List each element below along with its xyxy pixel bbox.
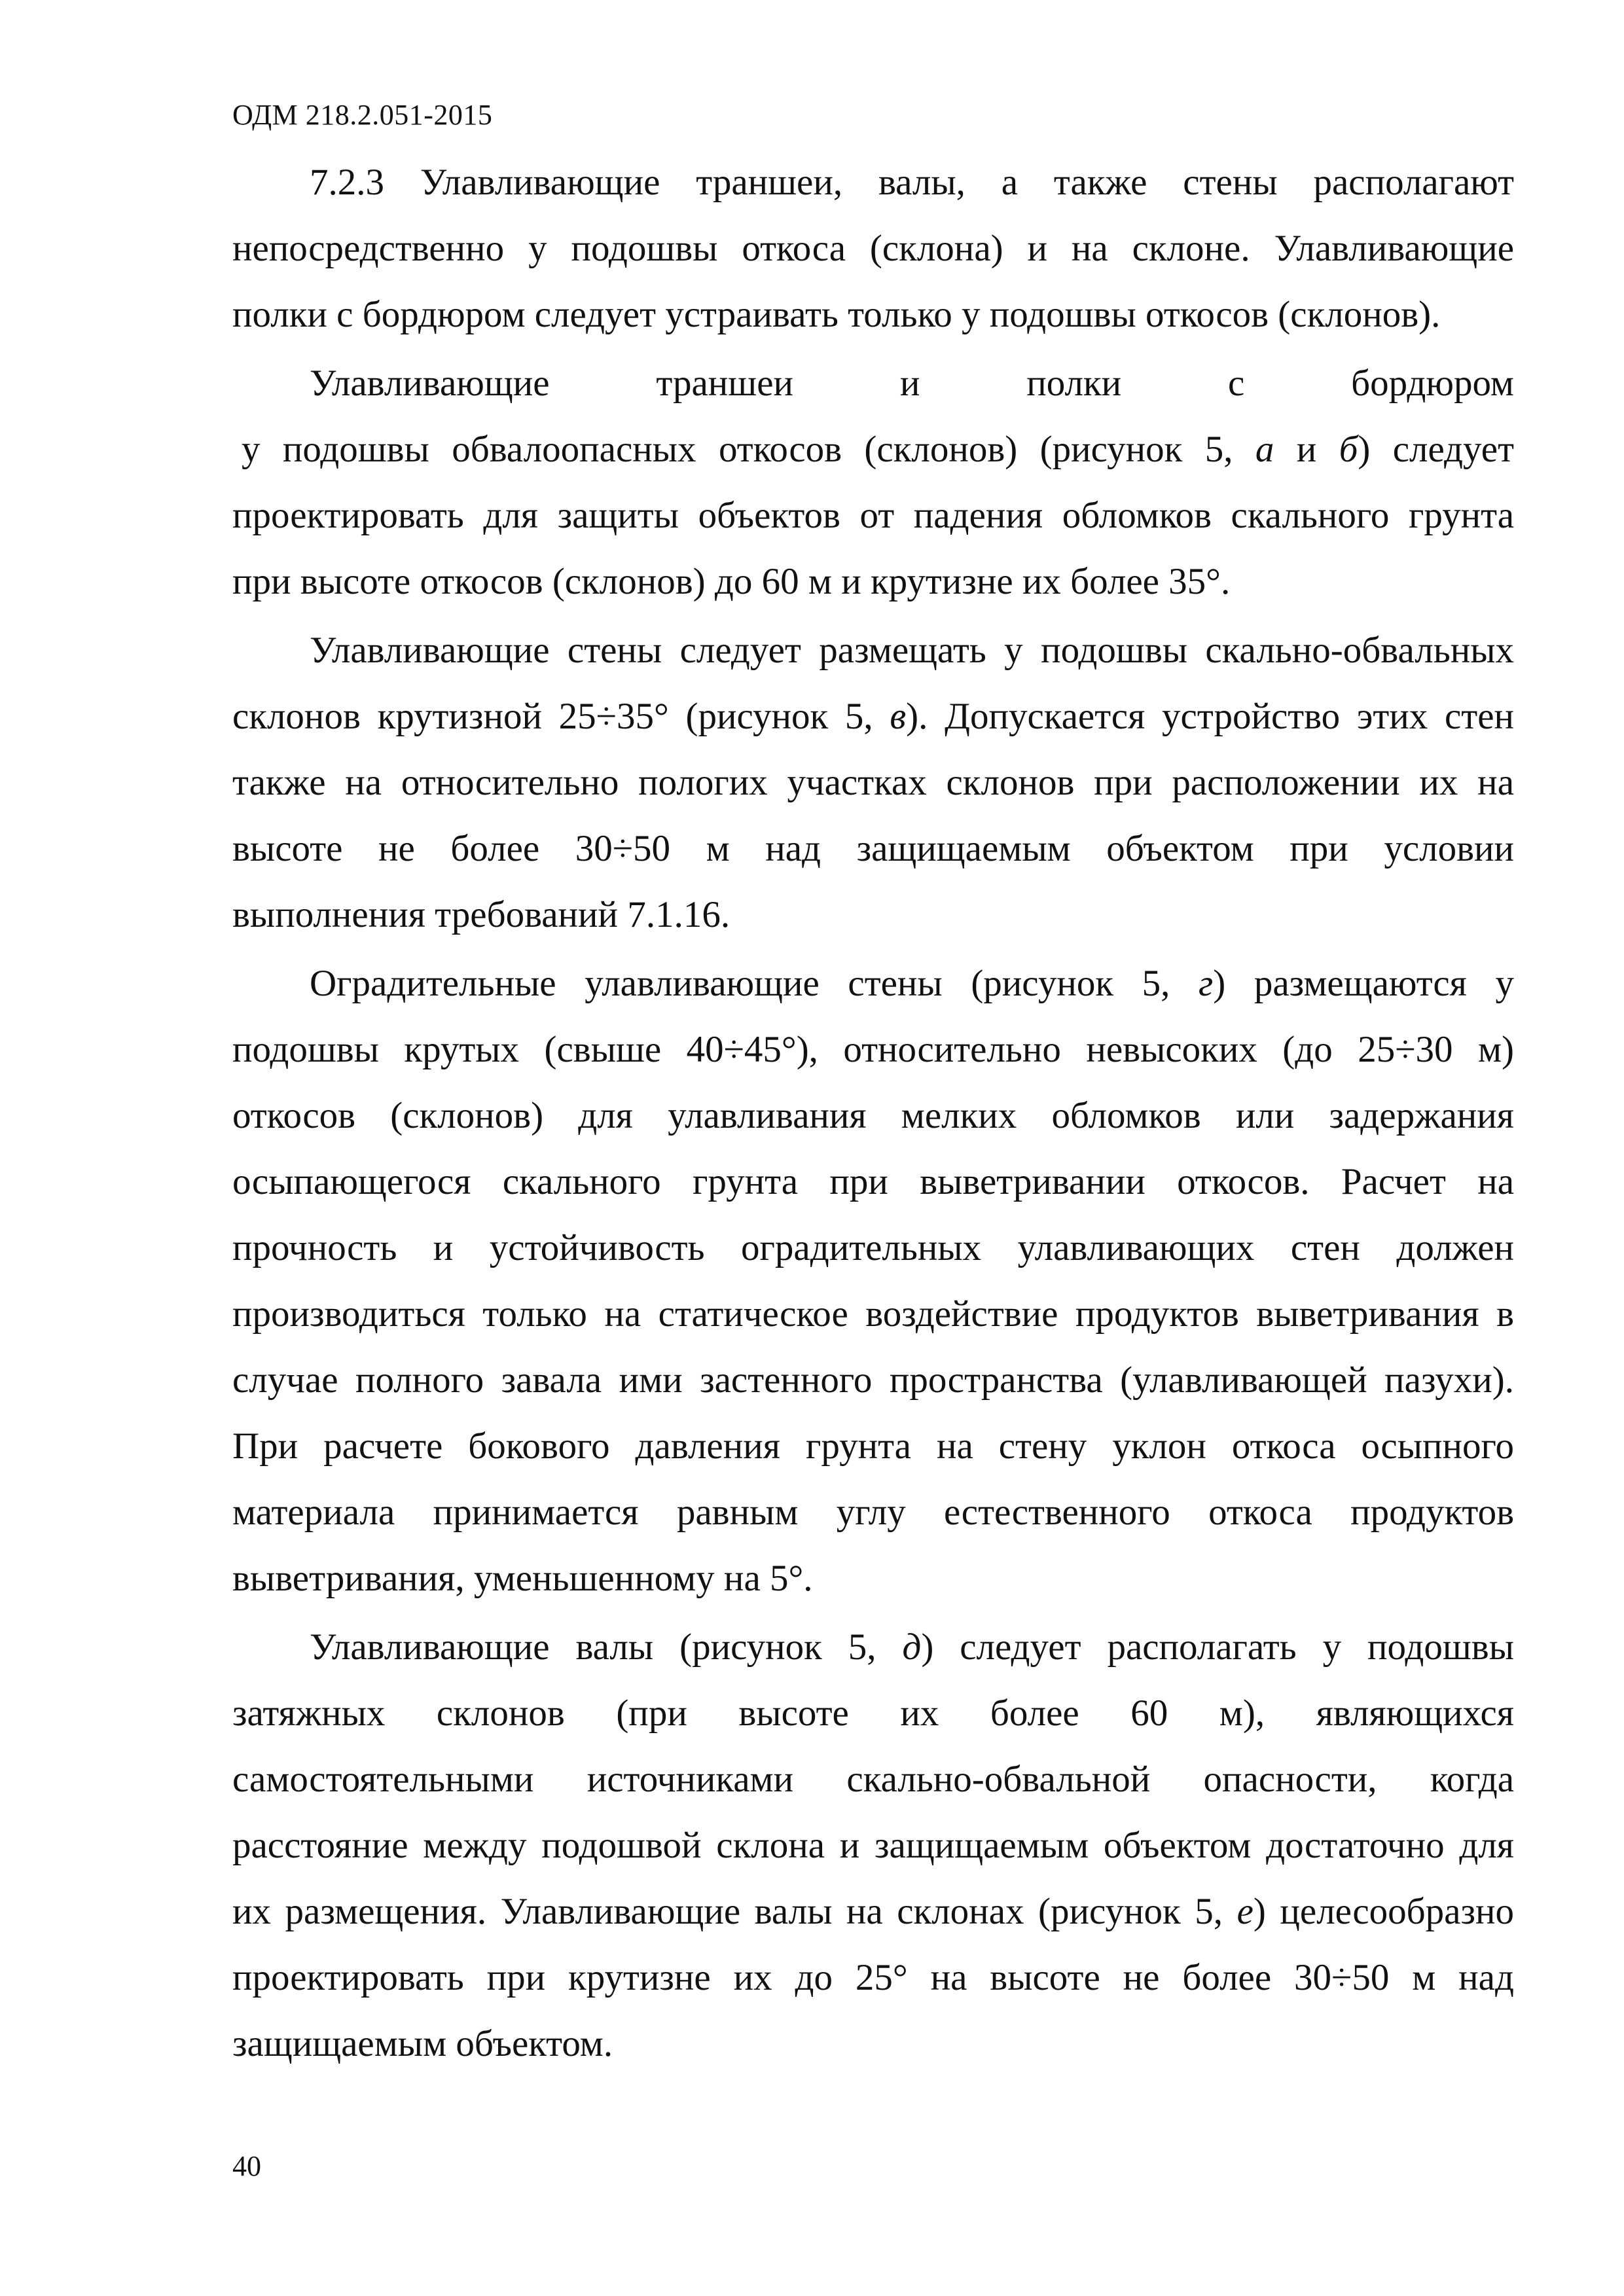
text-line: расстояние между подошвой склона и защищаемым объектом достаточно для	[232, 1825, 1514, 1866]
text-line	[232, 950, 1514, 1016]
text-line: прочность и устойчивость оградительных улавливающих стен должен	[232, 1227, 1514, 1268]
text-run: ) размещаются у	[1213, 963, 1514, 1004]
figure-ref-v: в	[890, 696, 907, 737]
paragraph-trenches-shelves	[232, 350, 1514, 615]
figure-ref-d: д	[902, 1626, 922, 1668]
text-line: осыпающегося скального грунта при выветривании откосов. Расчет на	[232, 1161, 1514, 1202]
text-line	[232, 683, 1514, 749]
text-line: выветривания, уменьшенному на 5°.	[232, 1558, 813, 1599]
text-line: материала принимается равным углу естественного откоса продуктов	[232, 1492, 1514, 1533]
text-line: 7.2.3 Улавливающие траншеи, валы, а также стены располагают	[310, 162, 1514, 203]
figure-ref-b: б	[1339, 429, 1358, 470]
text-line: защищаемым объектом.	[232, 2023, 613, 2064]
text-run: ). Допускается устройство этих стен	[906, 696, 1515, 737]
text-line: случае полного завала ими застенного пространства (улавливающей пазухи).	[232, 1359, 1514, 1401]
text-line: производиться только на статическое воздействие продуктов выветривания в	[232, 1293, 1514, 1335]
text-run: у подошвы обвалоопасных откосов (склонов) (рисунок 5,	[242, 429, 1255, 470]
paragraph-fencing-walls	[232, 950, 1514, 1611]
text-line: проектировать для защиты объектов от падения обломков скального грунта	[232, 495, 1514, 536]
text-run: ) целесообразно	[1253, 1891, 1514, 1932]
paragraph-7-2-3	[232, 149, 1514, 348]
text-line: При расчете бокового давления грунта на стену уклон откоса осыпного	[232, 1426, 1514, 1467]
page-number: 40	[232, 2150, 261, 2182]
text-line: высоте не более 30÷50 м над защищаемым объектом при условии	[232, 828, 1514, 869]
text-line: также на относительно пологих участках склонов при расположении их на	[232, 762, 1514, 803]
text-run: и	[1274, 429, 1339, 470]
figure-ref-e: е	[1236, 1891, 1254, 1932]
text-line: при высоте откосов (склонов) до 60 м и крутизне их более 35°.	[232, 561, 1231, 602]
text-line: Улавливающие стены следует размещать у подошвы скально-обвальных	[310, 630, 1514, 671]
text-line: выполнения требований 7.1.16.	[232, 894, 731, 935]
text-line: полки с бордюром следует устраивать только у подошвы откосов (склонов).	[232, 294, 1441, 335]
text-line: непосредственно у подошвы откоса (склона) и на склоне. Улавливающие	[232, 228, 1514, 269]
text-line: самостоятельными источниками скально-обвальной опасности, когда	[232, 1759, 1514, 1800]
text-line: затяжных склонов (при высоте их более 60 м), являющихся	[232, 1693, 1514, 1734]
figure-ref-a: а	[1255, 429, 1274, 470]
text-run: Оградительные улавливающие стены (рисунок 5,	[310, 963, 1199, 1004]
text-line	[232, 1878, 1514, 1945]
text-run: склонов крутизной 25÷35° (рисунок 5,	[232, 696, 890, 737]
text-line: откосов (склонов) для улавливания мелких обломков или задержания	[232, 1095, 1514, 1136]
text-line	[232, 416, 1514, 482]
paragraph-catching-ramparts	[232, 1614, 1514, 2077]
text-line	[232, 1614, 1514, 1680]
text-line: проектировать при крутизне их до 25° на высоте не более 30÷50 м над	[232, 1957, 1514, 1998]
paragraph-catching-walls	[232, 617, 1514, 948]
figure-ref-g: г	[1199, 963, 1214, 1004]
document-body	[232, 149, 1514, 2079]
text-run: Улавливающие валы (рисунок 5,	[310, 1626, 903, 1668]
text-run: их размещения. Улавливающие валы на склонах (рисунок 5,	[232, 1891, 1237, 1932]
text-line: подошвы крутых (свыше 40÷45°), относительно невысоких (до 25÷30 м)	[232, 1029, 1514, 1070]
text-run: ) следует располагать у подошвы	[921, 1626, 1514, 1668]
document-code-header: ОДМ 218.2.051-2015	[232, 99, 493, 131]
text-line: Улавливающие траншеи и полки с бордюром	[310, 363, 1514, 404]
text-run: ) следует	[1358, 429, 1514, 470]
